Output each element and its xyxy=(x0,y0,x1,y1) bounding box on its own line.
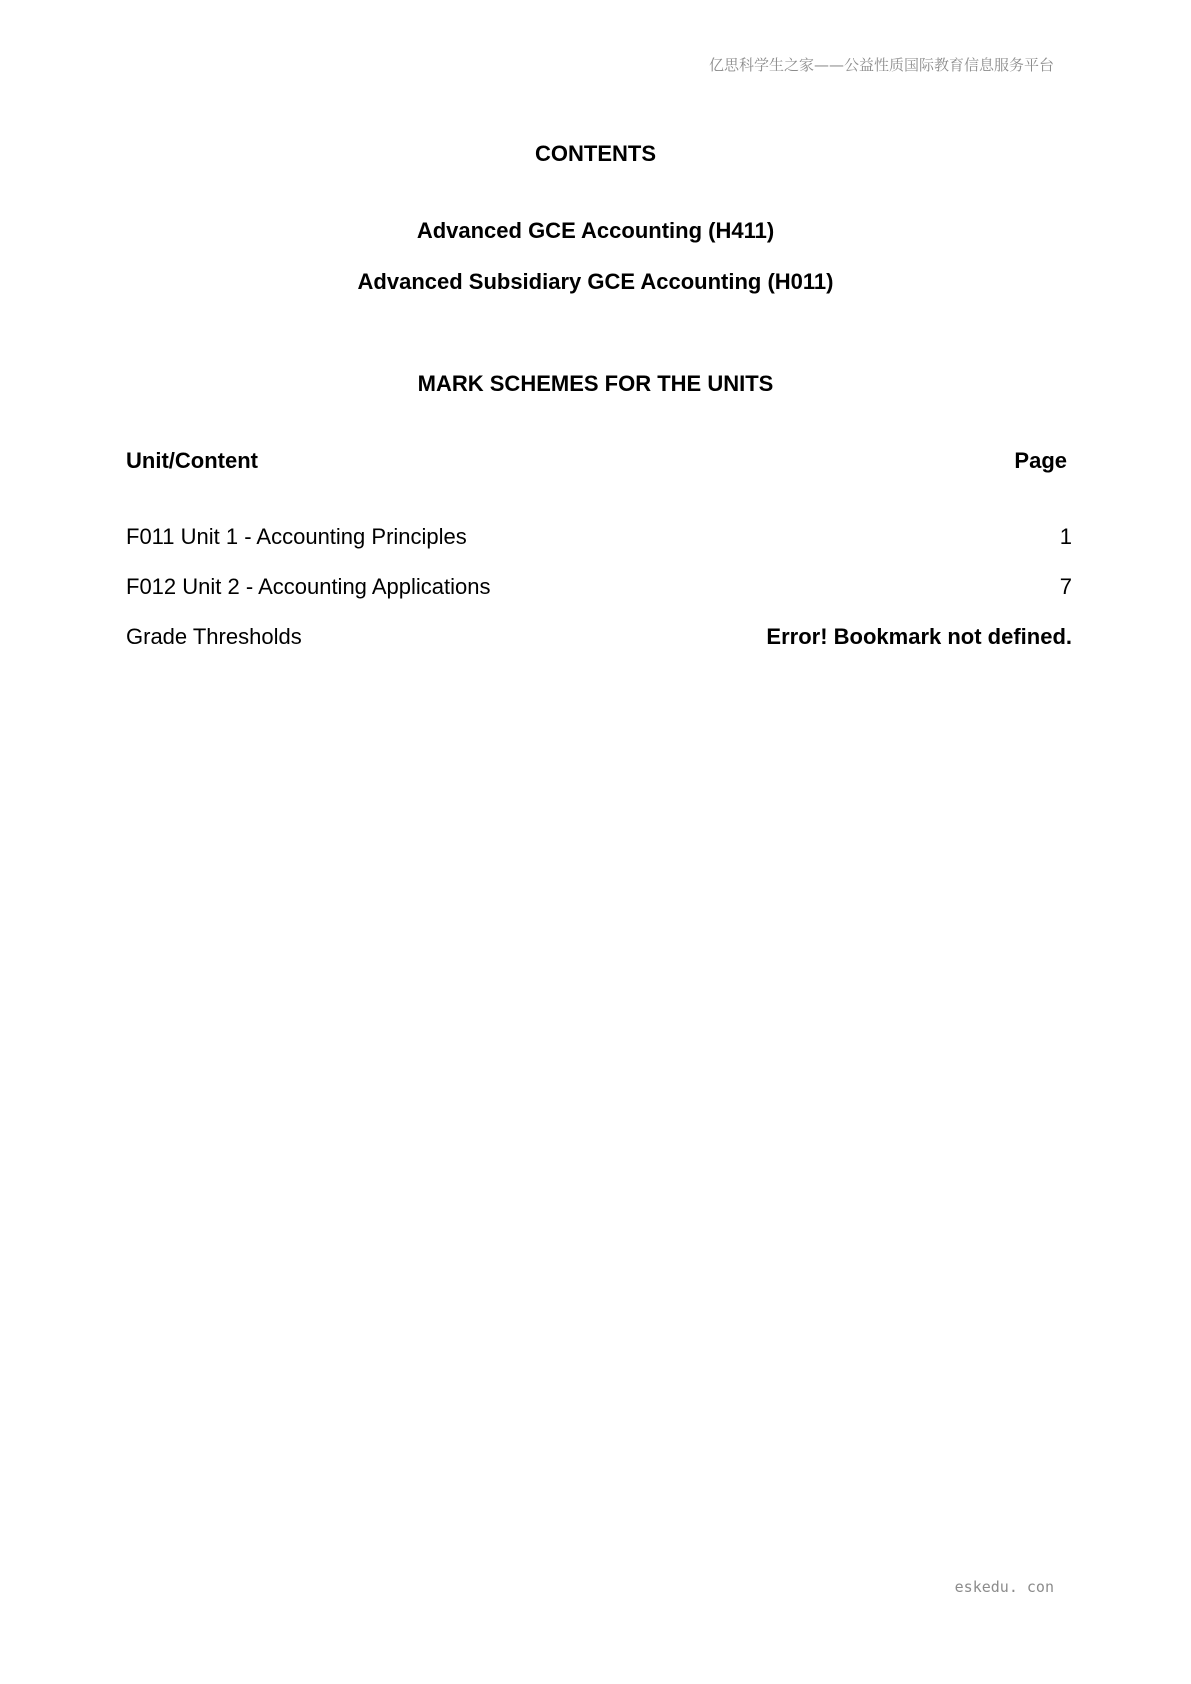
toc-entry-page-error: Error! Bookmark not defined. xyxy=(766,624,1072,649)
toc-header-row xyxy=(126,446,1072,476)
toc-entry-label: F011 Unit 1 - Accounting Principles xyxy=(126,524,467,549)
qualification-title-advanced-gce: Advanced GCE Accounting (H411) xyxy=(416,218,775,243)
toc-header-page: Page xyxy=(1014,448,1067,473)
toc-entry[interactable] xyxy=(126,572,1072,602)
qualification-title-advanced-subsidiary-gce: Advanced Subsidiary GCE Accounting (H011) xyxy=(357,269,834,294)
toc-entries xyxy=(126,522,1072,652)
table-of-contents xyxy=(126,446,1072,672)
header-watermark-text: 亿思科学生之家——公益性质国际教育信息服务平台 xyxy=(708,56,1054,74)
contents-title: CONTENTS xyxy=(535,141,656,166)
toc-entry-label: Grade Thresholds xyxy=(126,624,302,649)
toc-entry[interactable] xyxy=(126,522,1072,552)
toc-entry[interactable] xyxy=(126,622,1072,652)
section-heading-mark-schemes: MARK SCHEMES FOR THE UNITS xyxy=(417,371,774,396)
toc-entry-page: 1 xyxy=(1059,524,1072,549)
toc-entry-label: F012 Unit 2 - Accounting Applications xyxy=(126,574,491,599)
toc-entry-page: 7 xyxy=(1059,574,1072,599)
toc-header-unit-content: Unit/Content xyxy=(126,448,258,473)
footer-watermark-text: eskedu. con xyxy=(954,1578,1054,1596)
